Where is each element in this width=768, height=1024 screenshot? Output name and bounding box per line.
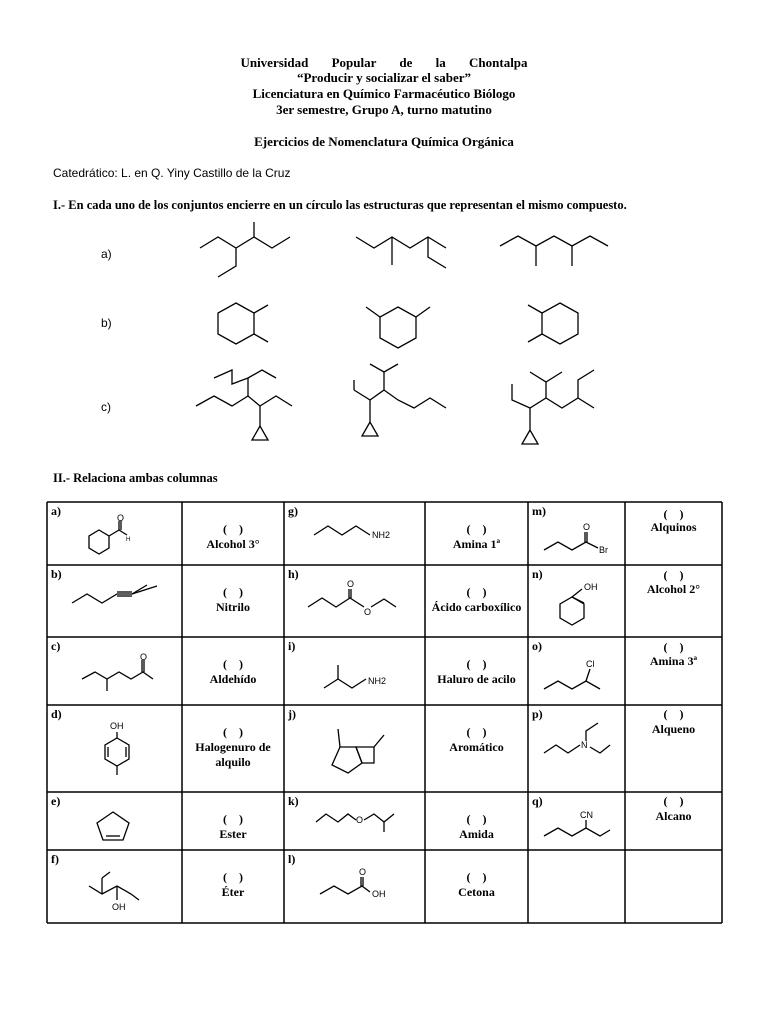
answer-blank[interactable]: ( ) <box>223 870 243 884</box>
option-cell-13 <box>625 502 722 565</box>
option-text: Nitrilo <box>216 600 250 614</box>
structure-item-b <box>47 565 182 637</box>
row-label-c: c) <box>101 400 111 414</box>
item-q-cell <box>528 792 625 850</box>
item-g-cell <box>284 502 425 565</box>
semester-info: 3er semestre, Grupo A, turno matutino <box>276 102 492 117</box>
atom-cn: CN <box>580 810 593 820</box>
atom-o: O <box>117 513 125 523</box>
atom-oh: OH <box>584 582 598 592</box>
answer-blank[interactable]: ( ) <box>466 657 487 671</box>
item-h-cell <box>284 565 425 637</box>
structure-item-d <box>47 705 182 792</box>
option-cell-3 <box>182 637 284 705</box>
answer-blank[interactable]: ( ) <box>663 568 684 582</box>
atom-o: O <box>359 867 367 877</box>
answer-blank[interactable]: ( ) <box>466 870 487 884</box>
item-c-cell <box>47 637 182 705</box>
university-name: Universidad Popular de la Chontalpa <box>240 55 528 70</box>
structure-item-c <box>47 637 182 705</box>
atom-h: H <box>126 537 131 543</box>
atom-nh2: NH2 <box>368 676 387 686</box>
atom-o: O <box>356 815 364 825</box>
item-label-g: g) <box>288 504 298 518</box>
item-d-cell <box>47 705 182 792</box>
option-text: Ácido carboxílico <box>431 600 522 614</box>
structure-item-p <box>528 705 625 792</box>
item-label-p: p) <box>532 707 543 721</box>
exercise-title: Ejercicios de Nomenclatura Química Orgánica <box>254 134 514 149</box>
answer-blank[interactable]: ( ) <box>663 707 684 721</box>
structure-item-f <box>47 850 182 923</box>
option-cell-11 <box>425 792 528 850</box>
item-label-k: k) <box>288 794 299 808</box>
section-1-title: I.- En cada uno de los conjuntos encierre en un círculo las estructuras que representan el mismo compuesto. <box>53 198 627 212</box>
option-cell-7 <box>425 502 528 565</box>
structure-item-i <box>284 637 425 705</box>
option-cell-2 <box>182 565 284 637</box>
item-p-cell <box>528 705 625 792</box>
item-n-cell <box>528 565 625 637</box>
option-text: Aromático <box>449 740 504 754</box>
structure-item-a <box>47 502 182 565</box>
item-label-a: a) <box>51 504 61 518</box>
item-o-cell <box>528 637 625 705</box>
item-label-l: l) <box>288 852 296 866</box>
atom-n: N <box>581 740 588 750</box>
option-cell-1 <box>182 502 284 565</box>
structure-item-g <box>284 502 425 565</box>
option-text: Amina 1ª <box>452 537 501 551</box>
structure-item-m <box>528 502 625 565</box>
structure-item-h <box>284 565 425 637</box>
answer-blank[interactable]: ( ) <box>466 585 487 599</box>
option-text: Ester <box>219 827 247 841</box>
atom-o: O <box>140 652 148 662</box>
atom-nh2: NH2 <box>372 530 391 540</box>
item-l-cell <box>284 850 425 923</box>
item-i-cell <box>284 637 425 705</box>
item-k-cell <box>284 792 425 850</box>
option-cell-15 <box>625 637 722 705</box>
option-text: Amina 3ª <box>649 654 698 668</box>
structure-item-o <box>528 637 625 705</box>
structure-item-q <box>528 792 625 850</box>
atom-cl: Cl <box>586 659 595 669</box>
option-cell-12 <box>425 850 528 923</box>
answer-blank[interactable]: ( ) <box>466 812 487 826</box>
item-label-q: q) <box>532 794 543 808</box>
row-label-a: a) <box>101 247 112 261</box>
item-label-c: c) <box>51 639 61 653</box>
atom-oh: OH <box>112 902 126 912</box>
option-text: Alqueno <box>651 722 696 736</box>
item-label-o: o) <box>532 639 542 653</box>
option-cell-4 <box>182 705 284 792</box>
item-j-cell <box>284 705 425 792</box>
option-text: Halogenuro de alquilo <box>195 740 271 769</box>
option-cell-16 <box>625 705 722 792</box>
answer-blank[interactable]: ( ) <box>663 507 684 521</box>
atom-o: O <box>583 522 591 532</box>
row-label-b: b) <box>101 316 112 330</box>
answer-blank[interactable]: ( ) <box>223 725 243 739</box>
structure-item-k <box>284 792 425 850</box>
atom-br: Br <box>599 545 608 555</box>
program-name: Licenciatura en Químico Farmacéutico Biólogo <box>252 86 516 101</box>
item-label-f: f) <box>51 852 59 866</box>
option-text: Alquinos <box>650 520 697 534</box>
option-cell-10 <box>425 705 528 792</box>
answer-blank[interactable]: ( ) <box>223 657 243 671</box>
atom-oh: OH <box>372 889 386 899</box>
item-label-b: b) <box>51 567 62 581</box>
structure-item-n <box>528 565 625 637</box>
item-e-cell <box>47 792 182 850</box>
empty-cell <box>528 850 625 923</box>
item-label-n: n) <box>532 567 543 581</box>
option-cell-8 <box>425 565 528 637</box>
atom-o: O <box>364 607 372 617</box>
option-text: Cetona <box>458 885 495 899</box>
option-cell-6 <box>182 850 284 923</box>
item-label-e: e) <box>51 794 61 808</box>
structure-item-e <box>47 792 182 850</box>
answer-blank[interactable]: ( ) <box>466 725 487 739</box>
option-text: Alcohol 3° <box>206 537 260 551</box>
item-m-cell <box>528 502 625 565</box>
option-text: Alcano <box>655 809 692 823</box>
option-text: Éter <box>221 885 245 899</box>
motto: “Producir y socializar el saber” <box>296 70 472 85</box>
item-label-j: j) <box>288 707 296 721</box>
option-text: Aldehído <box>209 672 257 686</box>
option-text: Haluro de acilo <box>437 672 516 686</box>
item-f-cell <box>47 850 182 923</box>
option-cell-5 <box>182 792 284 850</box>
atom-oh: OH <box>110 721 124 731</box>
option-text: Alcohol 2° <box>646 582 701 596</box>
empty-cell <box>625 850 722 923</box>
answer-blank[interactable]: ( ) <box>663 794 684 808</box>
structure-item-j <box>284 705 425 792</box>
answer-blank[interactable]: ( ) <box>223 812 243 826</box>
answer-blank[interactable]: ( ) <box>663 640 684 654</box>
option-cell-14 <box>625 565 722 637</box>
option-cell-17 <box>625 792 722 850</box>
answer-blank[interactable]: ( ) <box>466 522 487 536</box>
item-label-h: h) <box>288 567 299 581</box>
item-label-d: d) <box>51 707 62 721</box>
item-b-cell <box>47 565 182 637</box>
item-a-cell <box>47 502 182 565</box>
professor-line: Catedrático: L. en Q. Yiny Castillo de la Cruz <box>53 166 291 180</box>
answer-blank[interactable]: ( ) <box>223 522 243 536</box>
answer-blank[interactable]: ( ) <box>223 585 243 599</box>
item-label-m: m) <box>532 504 546 518</box>
option-text: Amida <box>459 827 494 841</box>
item-label-i: i) <box>288 639 296 653</box>
option-cell-9 <box>425 637 528 705</box>
atom-o: O <box>347 579 355 589</box>
section-2-title: II.- Relaciona ambas columnas <box>53 471 218 485</box>
structure-item-l <box>284 850 425 923</box>
